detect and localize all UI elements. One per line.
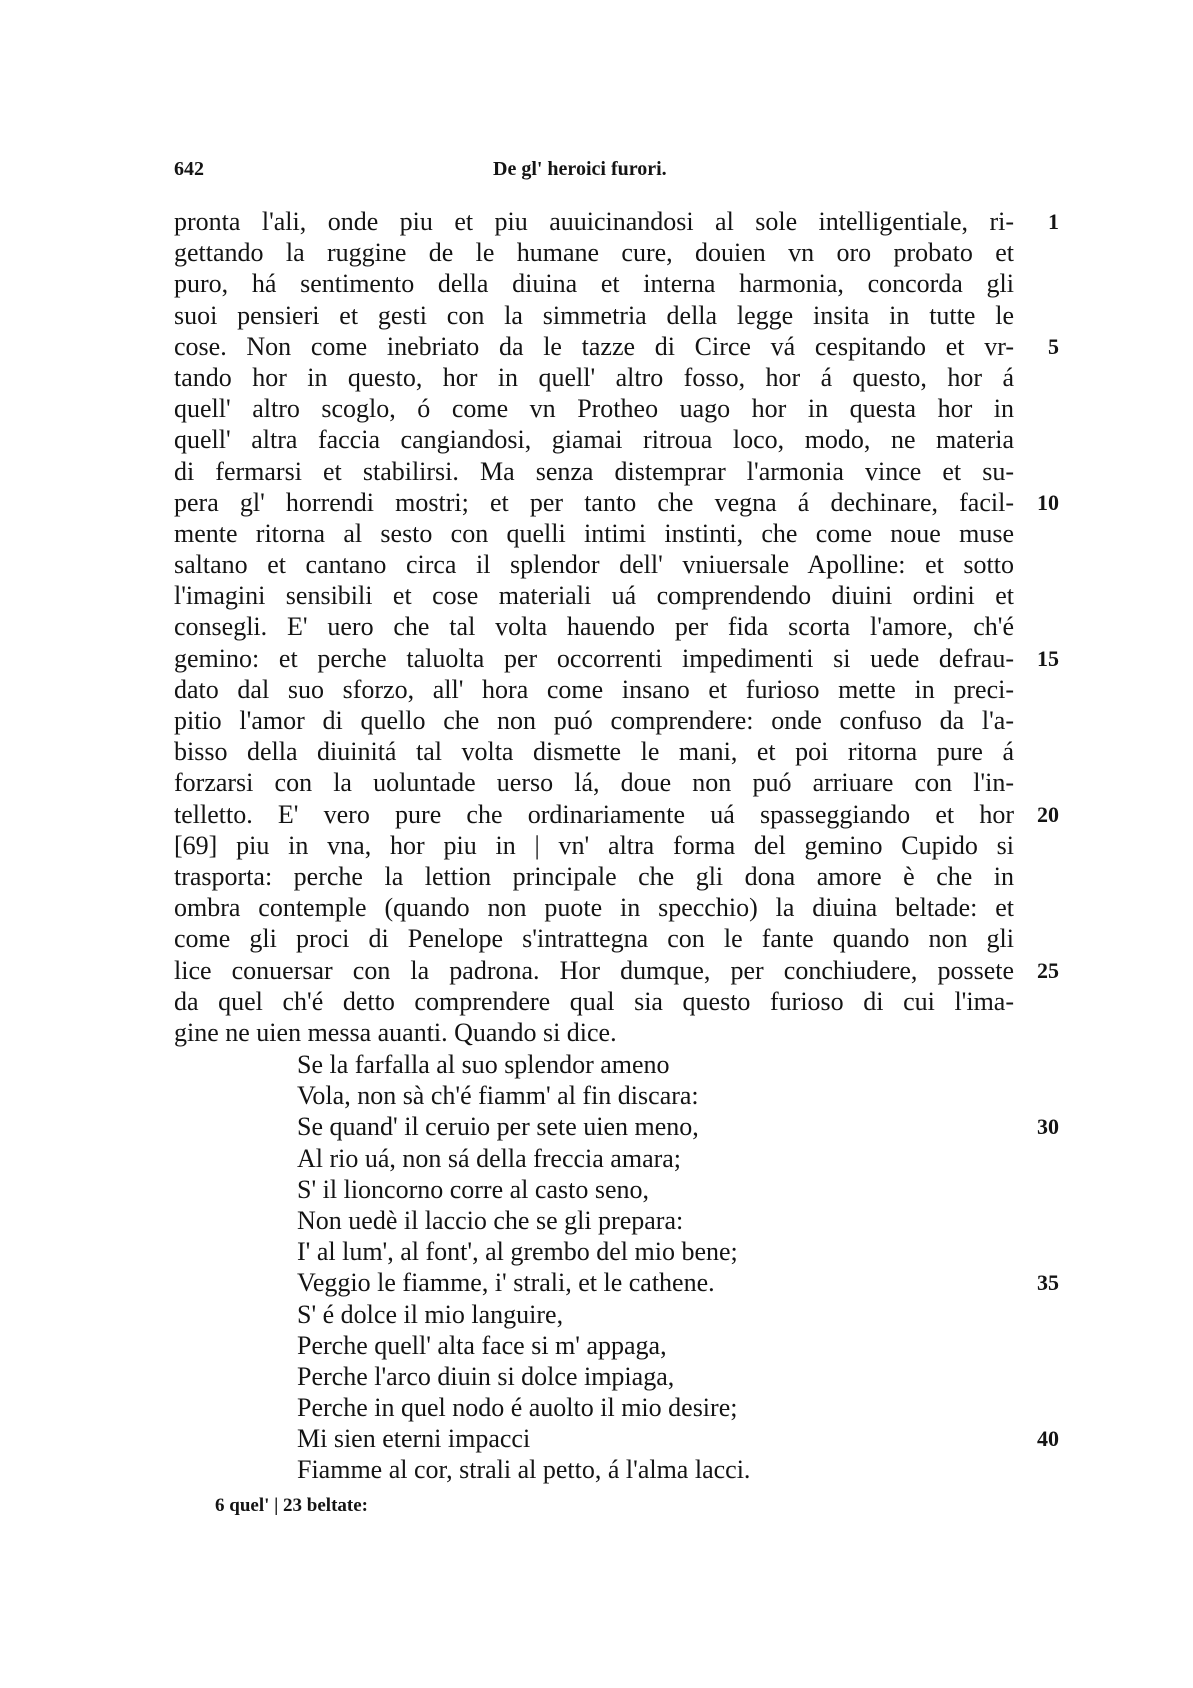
line-number: 40 (1037, 1426, 1059, 1452)
prose-line (174, 705, 1014, 736)
verse-line (174, 1299, 1014, 1330)
prose-line (174, 892, 1014, 923)
prose-line-text: puro, há sentimento della diuina et interna harmonia, concorda gli (174, 269, 1014, 299)
verse-line (174, 1080, 1014, 1111)
prose-line-text: lice conuersar con la padrona. Hor dumque, per conchiudere, possete (174, 955, 1014, 985)
page-header (174, 158, 1014, 188)
verse-line (174, 1330, 1014, 1361)
prose-line-text: pitio l'amor di quello che non puó comprendere: onde confuso da l'a- (174, 706, 1014, 735)
prose-line-text: pronta l'ali, onde piu et piu auuicinandosi al sole intelligentiale, ri- (174, 207, 1014, 236)
prose-line (174, 518, 1014, 549)
prose-line (174, 487, 1059, 518)
prose-line (174, 549, 1014, 580)
prose-line-text: mente ritorna al sesto con quelli intimi instinti, che come noue muse (174, 518, 1014, 548)
prose-line-text: gine ne uien messa auanti. Quando si dice. (174, 1017, 617, 1047)
line-number: 35 (1037, 1270, 1059, 1296)
prose-line (174, 206, 1059, 237)
prose-line (174, 611, 1014, 642)
prose-line (174, 767, 1014, 798)
prose-line-text: [69] piu in vna, hor piu in | vn' altra forma del gemino Cupido si (174, 830, 1014, 860)
prose-line-text: ombra contemple (quando non puote in specchio) la diuina beltade: et (174, 893, 1014, 923)
prose-line-text: telletto. E' vero pure che ordinariamente uá spasseggiando et hor (174, 799, 1014, 829)
prose-line-text: gettando la ruggine de le humane cure, douien vn oro probato et (174, 238, 1014, 268)
line-number: 5 (1048, 333, 1059, 359)
prose-line (174, 300, 1014, 331)
prose-line-text: tando hor in questo, hor in quell' altro fosso, hor á questo, hor á (174, 362, 1014, 392)
prose-line-text: cose. Non come inebriato da le tazze di Circe vá cespitando et vr- (174, 331, 1014, 361)
prose-line (174, 331, 1059, 362)
verse-line-text: Non uedè il laccio che se gli prepara: (297, 1205, 684, 1235)
verse-line-text: Perche in quel nodo é auolto il mio desire; (297, 1393, 738, 1423)
verse-line-text: S' é dolce il mio languire, (297, 1299, 564, 1329)
verse-line-text: Se la farfalla al suo splendor ameno (297, 1050, 670, 1079)
prose-line-text: dato dal suo sforzo, all' hora come insano et furioso mette in preci- (174, 674, 1014, 704)
verse-line-text: Mi sien eterni impacci (297, 1424, 531, 1454)
verse-line (174, 1236, 1014, 1267)
verse-line-text: Veggio le fiamme, i' strali, et le cathene. (297, 1268, 715, 1298)
prose-line (174, 799, 1059, 830)
prose-line-text: di fermarsi et stabilirsi. Ma senza distemprar l'armonia vince et su- (174, 456, 1014, 486)
line-number: 25 (1037, 957, 1059, 983)
verse-line (174, 1111, 1059, 1142)
prose-line-text: gemino: et perche taluolta per occorrenti impedimenti si uede defrau- (174, 643, 1014, 673)
verse-line (174, 1267, 1059, 1298)
prose-line (174, 456, 1014, 487)
line-number: 15 (1037, 645, 1059, 671)
prose-line-text: saltano et cantano circa il splendor dell' vniuersale Apolline: et sotto (174, 550, 1014, 580)
prose-line (174, 424, 1014, 455)
prose-line-text: trasporta: perche la lettion principale che gli dona amore è che in (174, 861, 1014, 891)
verse-line (174, 1423, 1059, 1454)
prose-line (174, 986, 1014, 1017)
verse-line (174, 1361, 1014, 1392)
prose-line-text: come gli proci di Penelope s'intrattegna con le fante quando non gli (174, 924, 1014, 954)
prose-line (174, 861, 1014, 892)
prose-line (174, 674, 1014, 705)
prose-line-text: quell' altro scoglo, ó come vn Protheo uago hor in questa hor in (174, 394, 1014, 424)
verse-line-text: Perche quell' alta face si m' appaga, (297, 1330, 667, 1360)
prose-line (174, 393, 1014, 424)
verse-line-text: I' al lum', al font', al grembo del mio bene; (297, 1237, 738, 1267)
prose-line (174, 237, 1014, 268)
verse-line (174, 1454, 1014, 1485)
verse-line (174, 1205, 1014, 1236)
prose-line-text: consegli. E' uero che tal volta hauendo per fida scorta l'amore, ch'é (174, 612, 1014, 642)
prose-line-text: bisso della diuinitá tal volta dismette le mani, et poi ritorna pure á (174, 737, 1014, 767)
verse-line-text: S' il lioncorno corre al casto seno, (297, 1174, 649, 1204)
prose-line-text: pera gl' horrendi mostri; et per tanto che vegna á dechinare, facil- (174, 487, 1014, 517)
prose-line (174, 830, 1014, 861)
line-number: 30 (1037, 1114, 1059, 1140)
prose-line-text: suoi pensieri et gesti con la simmetria della legge insita in tutte le (174, 300, 1014, 330)
prose-line (174, 268, 1014, 299)
prose-line-text: forzarsi con la uoluntade uerso lá, doue non puó arriuare con l'in- (174, 768, 1014, 798)
verse-line-text: Al rio uá, non sá della freccia amara; (297, 1143, 682, 1173)
prose-line (174, 1017, 1014, 1048)
line-number: 10 (1037, 489, 1059, 515)
prose-line (174, 362, 1014, 393)
prose-line-text: l'imagini sensibili et cose materiali uá comprendendo diuini ordini et (174, 581, 1014, 611)
verse-line (174, 1174, 1014, 1205)
prose-line (174, 736, 1014, 767)
footnote: 6 quel' | 23 beltate: (215, 1495, 369, 1516)
verse-line-text: Perche l'arco diuin si dolce impiaga, (297, 1361, 675, 1391)
prose-line (174, 955, 1059, 986)
prose-block (174, 206, 1059, 1048)
prose-line (174, 580, 1014, 611)
line-number: 1 (1048, 209, 1059, 234)
prose-line (174, 923, 1014, 954)
verse-line-text: Se quand' il ceruio per sete uien meno, (297, 1112, 699, 1142)
running-title: De gl' heroici furori. (493, 158, 667, 180)
verse-line-text: Vola, non sà ch'é fiamm' al fin discara: (297, 1081, 699, 1111)
prose-line-text: da quel ch'é detto comprendere qual sia questo furioso di cui l'ima- (174, 986, 1014, 1016)
verse-line (174, 1392, 1014, 1423)
verse-line-text: Fiamme al cor, strali al petto, á l'alma lacci. (297, 1455, 751, 1485)
page-number: 642 (174, 158, 204, 180)
prose-line (174, 643, 1059, 674)
verse-line (174, 1049, 1014, 1080)
verse-line (174, 1143, 1014, 1174)
verse-block (174, 1049, 1059, 1486)
prose-line-text: quell' altra faccia cangiandosi, giamai ritroua loco, modo, ne materia (174, 425, 1014, 455)
line-number: 20 (1037, 801, 1059, 827)
